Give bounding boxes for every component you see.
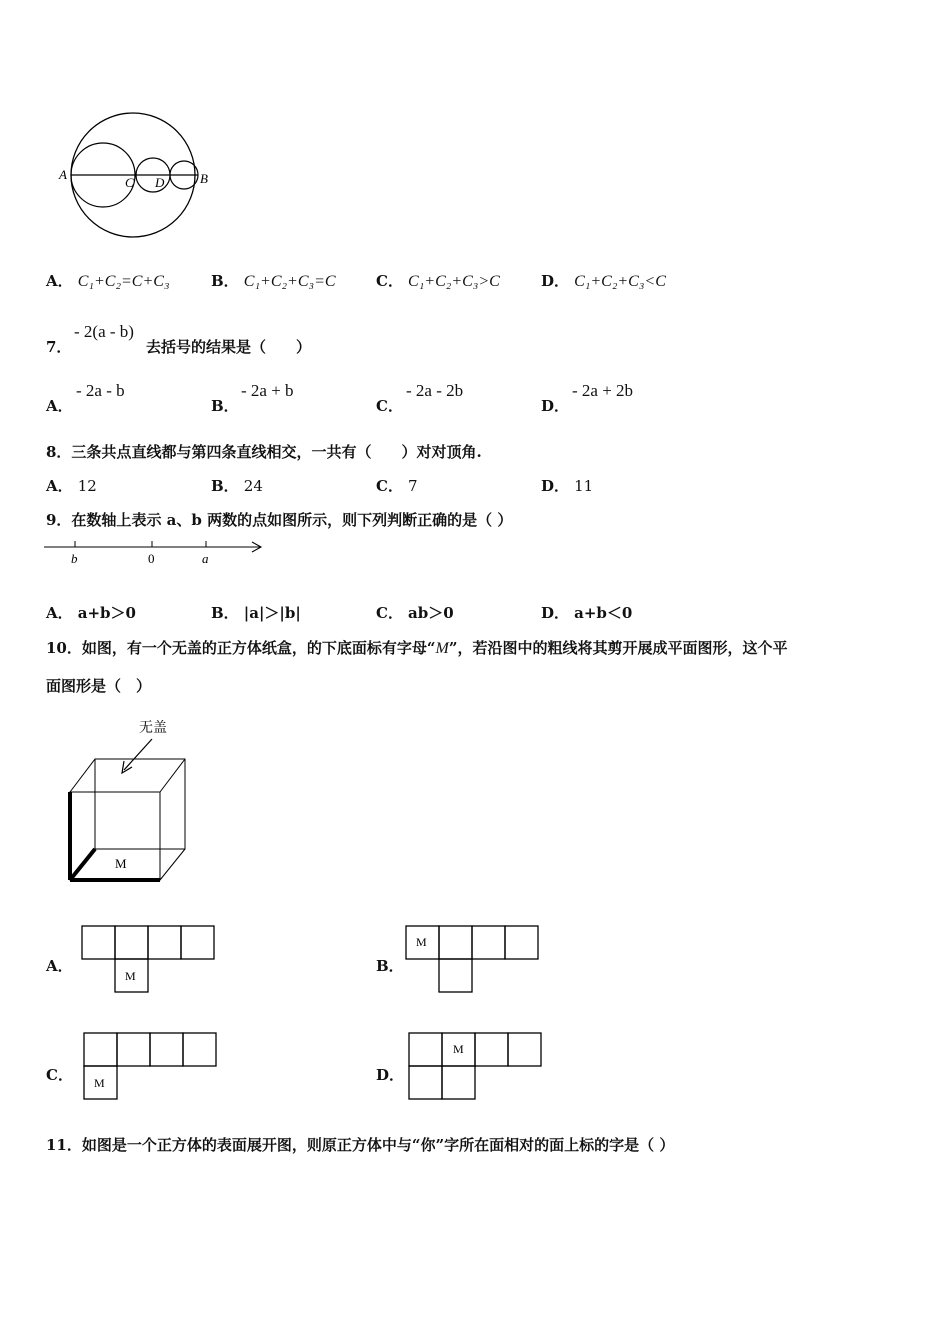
option-expr: C₁+C₂+C₃>C bbox=[408, 273, 500, 290]
q7-text: 去括号的结果是（ ） bbox=[146, 338, 312, 356]
q8-text: 8．三条共点直线都与第四条直线相交，一共有（ ）对对顶角. bbox=[46, 443, 482, 461]
option-label: D． bbox=[541, 397, 570, 415]
option-value: 12 bbox=[77, 477, 97, 495]
q8-option-c bbox=[376, 475, 418, 496]
q6-option-d bbox=[541, 270, 666, 291]
q10-text-part1: 10．如图，有一个无盖的正方体纸盒，的下底面标有字母“ bbox=[46, 639, 436, 657]
q10-text-part2: ”，若沿图中的粗线将其剪开展成平面图形，这个平 bbox=[448, 639, 788, 657]
q10-option-b-label bbox=[376, 955, 404, 976]
bottom-face-label: M bbox=[115, 856, 127, 871]
label-zero: 0 bbox=[148, 551, 155, 566]
label-a: a bbox=[202, 551, 209, 566]
option-label: B． bbox=[211, 397, 239, 415]
option-label: D． bbox=[376, 1066, 405, 1084]
option-value: 11 bbox=[574, 477, 594, 495]
net-b bbox=[404, 924, 544, 996]
q8-option-b bbox=[211, 475, 263, 496]
option-label: C． bbox=[376, 272, 403, 290]
option-expr: C₁+C₂=C+C₃ bbox=[77, 273, 170, 290]
q10-line1 bbox=[46, 637, 787, 658]
number-line bbox=[42, 535, 272, 571]
option-label: A． bbox=[46, 397, 73, 415]
option-label: D． bbox=[541, 477, 570, 495]
q10-letter: M bbox=[435, 640, 449, 657]
q7-number: 7． bbox=[46, 338, 72, 356]
point-a: A bbox=[59, 167, 67, 182]
net-c bbox=[82, 1031, 222, 1103]
q8-option-d bbox=[541, 475, 593, 496]
back-face bbox=[95, 759, 185, 849]
q7-option-d bbox=[541, 395, 569, 416]
point-d: D bbox=[155, 175, 165, 190]
circles-figure bbox=[55, 105, 225, 245]
q6-option-c bbox=[376, 270, 500, 291]
option-expr: C₁+C₂+C₃=C bbox=[243, 273, 336, 290]
option-label: B． bbox=[211, 477, 239, 495]
q7-option-b bbox=[211, 395, 239, 416]
net-d-label: M bbox=[453, 1042, 464, 1056]
q6-option-b bbox=[211, 270, 336, 291]
lid-arrow-shaft bbox=[124, 739, 152, 770]
open-box-figure bbox=[60, 712, 200, 887]
net-a-label: M bbox=[125, 969, 136, 983]
cut-line-diagonal bbox=[70, 849, 95, 880]
option-value: 7 bbox=[408, 477, 418, 495]
option-value: 24 bbox=[243, 477, 263, 495]
option-label: B． bbox=[211, 604, 239, 622]
lid-label: 无盖 bbox=[139, 721, 167, 736]
option-label: A． bbox=[46, 272, 73, 290]
option-label: A． bbox=[46, 477, 73, 495]
q7-option-b-expr: - 2a + b bbox=[241, 381, 294, 400]
q7-option-d-expr: - 2a + 2b bbox=[572, 381, 634, 400]
net-b-label: M bbox=[416, 935, 427, 949]
option-label: C． bbox=[46, 1066, 73, 1084]
q9-option-b bbox=[211, 602, 301, 623]
option-expr: C₁+C₂+C₃<C bbox=[574, 273, 666, 290]
q7-option-c-expr: - 2a - 2b bbox=[406, 381, 464, 400]
option-value: a+b＞0 bbox=[77, 604, 136, 622]
option-label: C． bbox=[376, 604, 403, 622]
q9-option-a bbox=[46, 602, 136, 623]
option-value: |a|＞|b| bbox=[243, 604, 301, 622]
point-b: B bbox=[200, 171, 208, 186]
q7-option-c bbox=[376, 395, 403, 416]
net-a bbox=[80, 924, 220, 996]
q9-option-d bbox=[541, 602, 632, 623]
q7-option-a bbox=[46, 395, 73, 416]
q9-text: 9．在数轴上表示 a、b 两数的点如图所示，则下列判断正确的是（ ） bbox=[46, 511, 513, 529]
q10-line2: 面图形是（ ） bbox=[46, 677, 152, 695]
q6-option-a bbox=[46, 270, 170, 291]
option-label: D． bbox=[541, 604, 570, 622]
q7-expr: - 2(a - b) bbox=[74, 322, 134, 341]
net-d bbox=[407, 1031, 547, 1103]
q11-text: 11．如图是一个正方体的表面展开图，则原正方体中与“你”字所在面相对的面上标的字是（ ） bbox=[46, 1136, 675, 1154]
q7-option-a-expr: - 2a - b bbox=[76, 381, 125, 400]
option-label: C． bbox=[376, 477, 403, 495]
q10-option-d-label bbox=[376, 1064, 404, 1085]
q10-option-c-label bbox=[46, 1064, 73, 1085]
option-label: B． bbox=[376, 957, 404, 975]
option-label: A． bbox=[46, 957, 73, 975]
option-label: B． bbox=[211, 272, 239, 290]
option-label: A． bbox=[46, 604, 73, 622]
q9-option-c bbox=[376, 602, 454, 623]
option-value: ab＞0 bbox=[408, 604, 454, 622]
net-c-label: M bbox=[94, 1076, 105, 1090]
q10-option-a-label bbox=[46, 955, 73, 976]
q8-option-a bbox=[46, 475, 97, 496]
option-label: D． bbox=[541, 272, 570, 290]
point-c: C bbox=[125, 175, 134, 190]
option-value: a+b＜0 bbox=[574, 604, 633, 622]
label-b: b bbox=[71, 551, 78, 566]
option-label: C． bbox=[376, 397, 403, 415]
